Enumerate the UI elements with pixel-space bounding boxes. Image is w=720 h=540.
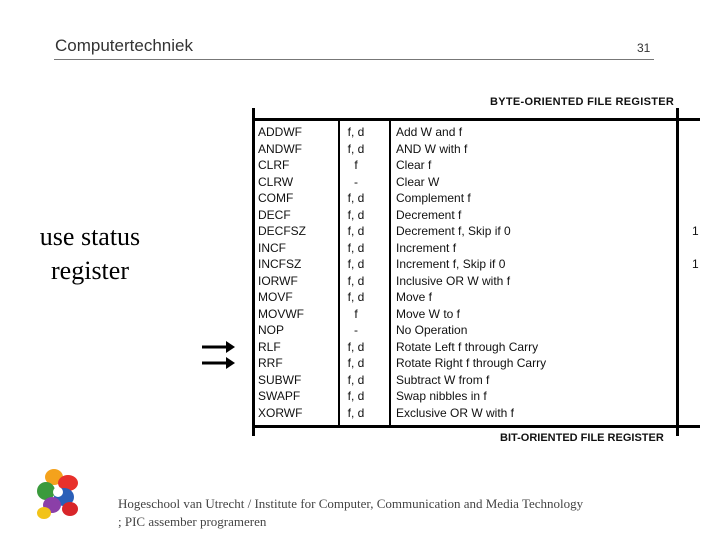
instruction-description: Increment f — [396, 240, 457, 255]
table-row — [252, 355, 700, 372]
instruction-operands: f, d — [347, 273, 365, 288]
side-note-line-1: use status — [39, 222, 141, 251]
table-row — [252, 273, 700, 290]
instruction-mnemonic: MOVWF — [258, 306, 304, 321]
table-row — [252, 207, 700, 224]
instruction-description: Decrement f, Skip if 0 — [396, 224, 511, 238]
page-number: 31 — [637, 41, 651, 55]
table-row — [252, 190, 700, 207]
side-note-line-2: register — [51, 256, 129, 285]
instruction-operands: f — [354, 158, 358, 172]
arrow-lower-head — [226, 357, 235, 369]
instruction-description: Inclusive OR W with f — [396, 273, 511, 288]
instruction-operands: f, d — [347, 356, 365, 370]
instruction-description: Increment f, Skip if 0 — [396, 257, 506, 271]
colorful-flower-logo-icon — [34, 465, 82, 521]
instruction-mnemonic: INCF — [258, 240, 286, 255]
instruction-operands: f, d — [347, 141, 365, 156]
instruction-mnemonic: COMF — [258, 191, 294, 205]
instruction-description: Subtract W from f — [396, 372, 490, 387]
table-row — [252, 339, 700, 356]
table-row — [252, 289, 700, 306]
instruction-extra: 1 — [692, 224, 699, 238]
table-row — [252, 141, 700, 158]
instruction-mnemonic: SUBWF — [258, 372, 302, 387]
instruction-description: Rotate Right f through Carry — [396, 356, 547, 370]
instruction-mnemonic: DECFSZ — [258, 224, 306, 238]
table-top-rule — [252, 118, 700, 121]
instruction-operands: f, d — [347, 125, 365, 139]
footer-text — [118, 495, 583, 531]
instruction-operands: - — [354, 323, 358, 337]
instruction-operands: f, d — [347, 224, 365, 238]
instruction-operands: f, d — [347, 257, 365, 271]
table-row — [252, 124, 700, 141]
instruction-description: Clear W — [396, 174, 440, 189]
instruction-operands: f, d — [347, 405, 365, 420]
instruction-mnemonic: CLRF — [258, 158, 290, 172]
instruction-mnemonic: CLRW — [258, 174, 294, 189]
table-row — [252, 322, 700, 339]
table-row — [252, 174, 700, 191]
instruction-description: Swap nibbles in f — [396, 389, 487, 403]
instruction-description: Move f — [396, 290, 433, 304]
instruction-mnemonic: IORWF — [258, 273, 298, 288]
instruction-mnemonic: XORWF — [258, 405, 303, 420]
table-row — [252, 223, 700, 240]
instruction-mnemonic: DECF — [258, 207, 291, 222]
instruction-operands: f — [354, 306, 358, 321]
table-row — [252, 157, 700, 174]
instruction-operands: f, d — [347, 290, 365, 304]
instruction-mnemonic: ADDWF — [258, 125, 302, 139]
table-bottom-rule — [252, 425, 700, 428]
double-right-arrow-icon — [202, 339, 236, 369]
instruction-mnemonic: ANDWF — [258, 141, 302, 156]
instruction-mnemonic: RRF — [258, 356, 283, 370]
table-row — [252, 405, 700, 422]
footer-line-1: Hogeschool van Utrecht / Institute for Computer, Communication and Media Technology — [118, 496, 584, 511]
instruction-description: Add W and f — [396, 125, 463, 139]
instruction-operands: f, d — [347, 207, 365, 222]
arrow-upper-head — [226, 341, 235, 353]
table-row — [252, 256, 700, 273]
table-footer-label: BIT-ORIENTED FILE REGISTER — [500, 432, 664, 444]
instruction-description: Move W to f — [396, 306, 461, 321]
instruction-operands: - — [354, 174, 358, 189]
footer-line-2: ; PIC assember programeren — [118, 514, 267, 529]
slide-header-title: Computertechniek — [55, 36, 193, 55]
instruction-description: Decrement f — [396, 207, 462, 222]
instruction-operands: f, d — [347, 372, 365, 387]
header-divider — [54, 59, 654, 60]
instruction-operands: f, d — [347, 191, 365, 205]
instruction-operands: f, d — [347, 240, 365, 255]
table-rows — [252, 124, 700, 421]
instruction-operands: f, d — [347, 389, 365, 403]
table-header-label: BYTE-ORIENTED FILE REGISTER — [490, 96, 675, 108]
instruction-operands: f, d — [347, 339, 365, 354]
instruction-mnemonic: RLF — [258, 339, 281, 354]
instruction-table — [252, 96, 700, 444]
instruction-mnemonic: INCFSZ — [258, 257, 302, 271]
table-row — [252, 372, 700, 389]
instruction-description: Clear f — [396, 158, 432, 172]
instruction-mnemonic: NOP — [258, 323, 285, 337]
table-row — [252, 240, 700, 257]
table-row — [252, 306, 700, 323]
instruction-mnemonic: MOVF — [258, 290, 293, 304]
table-row — [252, 388, 700, 405]
instruction-mnemonic: SWAPF — [258, 389, 301, 403]
instruction-description: Rotate Left f through Carry — [396, 339, 539, 354]
instruction-description: Complement f — [396, 191, 471, 205]
instruction-extra: 1 — [692, 257, 699, 271]
instruction-description: Exclusive OR W with f — [396, 405, 515, 420]
instruction-description: AND W with f — [396, 141, 468, 156]
side-note — [20, 220, 160, 288]
instruction-description: No Operation — [396, 323, 468, 337]
